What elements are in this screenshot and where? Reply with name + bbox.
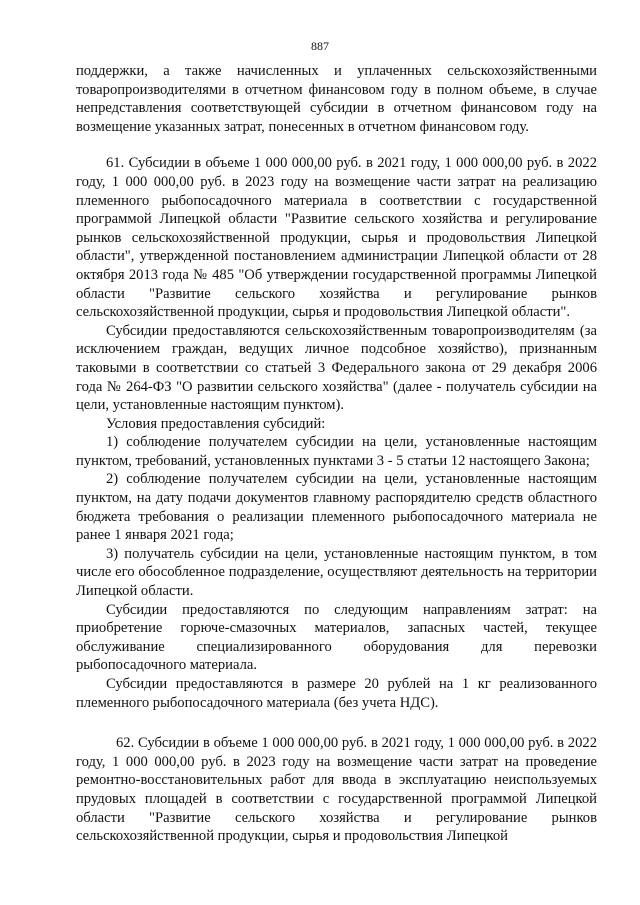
paragraph-conditions-heading: Условия предоставления субсидий: bbox=[106, 415, 326, 432]
paragraph-expense-directions: Субсидии предоставляются по следующим направлениям затрат: на приобретение горюче-смазочных материалов, запасных частей, текущее обслуживание специализированного оборудования для перевозки рыбопосадочного материала. bbox=[76, 601, 597, 674]
paragraph-item-62: 62. Субсидии в объеме 1 000 000,00 руб. в 2021 году, 1 000 000,00 руб. в 2022 году, 1 000 000,00 руб. в 2023 году на возмещение части затрат на проведение ремонтно-восстановительных работ для ввода в эксплуатацию неиспользуемых прудовых площадей в соответствии с государственной программой Липецкой области "Развитие сельского хозяйства и регулирование рынков сельскохозяйственной продукции, сырья и продовольствия Липецкой bbox=[76, 735, 597, 845]
paragraph-subsidy-rate: Субсидии предоставляются в размере 20 рублей на 1 кг реализованного племенного рыбопосадочного материала (без учета НДС). bbox=[76, 676, 597, 711]
paragraph-item-61: 61. Субсидии в объеме 1 000 000,00 руб. в 2021 году, 1 000 000,00 руб. в 2022 году, 1 000 000,00 руб. в 2023 году на возмещение части затрат на реализацию племенного рыбопосадочного материала в соответствии с государственной программой Липецкой области "Развитие сельского хозяйства и регулирование рынков сельскохозяйственной продукции, сырья и продовольствия Липецкой области", утвержденной постановлением администрации Липецкой области от 28 октября 2013 года № 485 "Об утверждении государственной программы Липецкой области "Развитие сельского хозяйства и регулирование рынков сельскохозяйственной продукции, сырья и продовольствия Липецкой области". bbox=[76, 155, 597, 321]
paragraph-recipients: Субсидии предоставляются сельскохозяйственным товаропроизводителям (за исключением граждан, ведущих личное подсобное хозяйство), признанным таковыми в соответствии со статьей 3 Федерального закона от 29 декабря 2006 года № 264-ФЗ "О развитии сельского хозяйства" (далее - получатель субсидии на цели, установленные настоящим пунктом). bbox=[76, 322, 597, 414]
paragraph-condition-3: 3) получатель субсидии на цели, установленные настоящим пунктом, в том числе его обособленное подразделение, осуществляют деятельность на территории Липецкой области. bbox=[76, 545, 597, 600]
paragraph-continuation: поддержки, а также начисленных и уплаченных сельскохозяйственными товаропроизводителями в отчетном финансовом году в полном объеме, в случае непредставления соответствующей субсидии в отчетном финансовом году на возмещение указанных затрат, понесенных в отчетном финансовом году. bbox=[76, 63, 597, 135]
document-body bbox=[76, 62, 597, 846]
paragraph-condition-2: 2) соблюдение получателем субсидии на цели, установленные настоящим пунктом, на дату подачи документов главному распорядителю средств областного бюджета требования о реализации племенного рыбопосадочного материала не ранее 1 января 2021 года; bbox=[76, 471, 597, 544]
paragraph-condition-1: 1) соблюдение получателем субсидии на цели, установленные настоящим пунктом, требований, установленных пунктами 3 - 5 статьи 12 настоящего Закона; bbox=[76, 434, 597, 469]
page-number: 887 bbox=[311, 39, 329, 53]
